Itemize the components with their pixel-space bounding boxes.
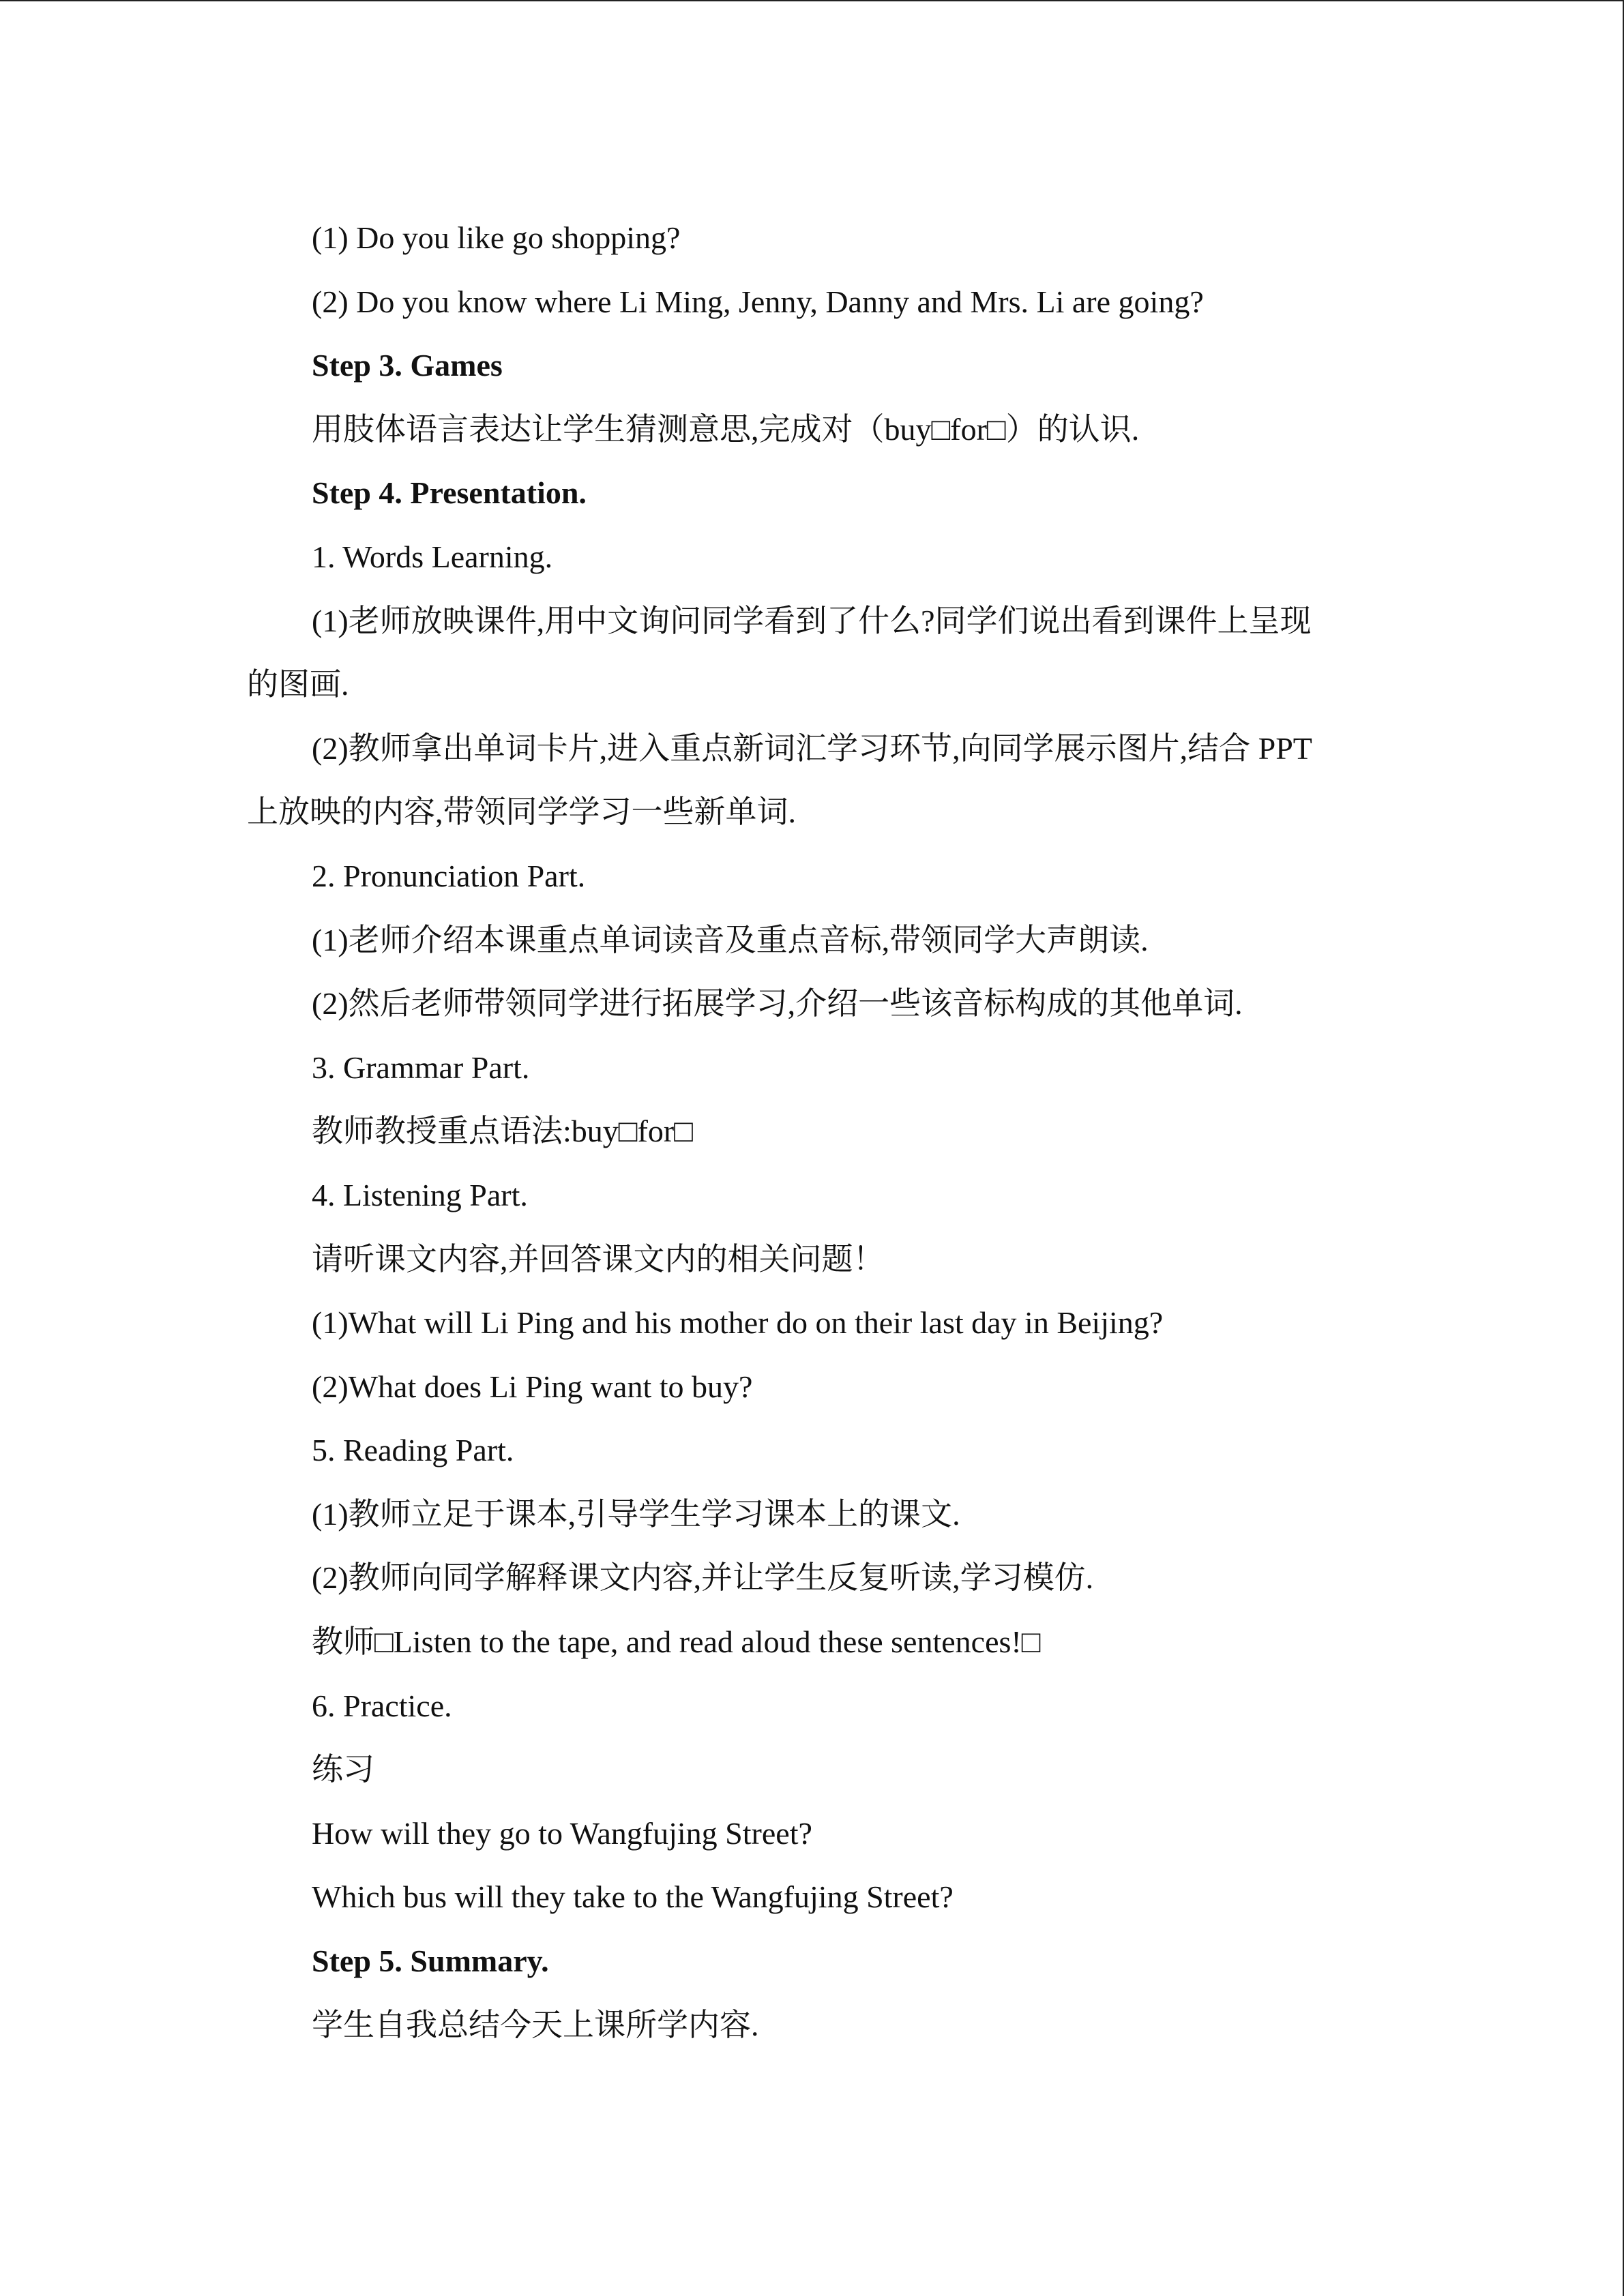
text-line: 6. Practice. [312, 1688, 452, 1723]
text-line: (1)老师放映课件,用中文询问同学看到了什么?同学们说出看到课件上呈现 [312, 603, 1312, 638]
text-line: 2. Pronunciation Part. [312, 858, 586, 893]
text-line: 练习 [312, 1752, 374, 1787]
text-line: (2)教师向同学解释课文内容,并让学生反复听读,学习模仿. [312, 1560, 1094, 1596]
text-line: 5. Reading Part. [312, 1433, 514, 1468]
text-line: (2)教师拿出单词卡片,进入重点新词汇学习环节,向同学展示图片,结合 PPT [312, 730, 1312, 766]
section-heading: Step 3. Games [312, 348, 503, 383]
text-line: (1)What will Li Ping and his mother do on their last day in Beijing? [312, 1305, 1164, 1341]
document-body [247, 206, 1365, 2057]
text-line: 3. Grammar Part. [312, 1049, 530, 1085]
text-line: 1. Words Learning. [312, 539, 553, 574]
text-line: 用肢体语言表达让学生猜测意思,完成对（buy□for□）的认识. [312, 411, 1140, 447]
text-line: Which bus will they take to the Wangfujing Street? [312, 1879, 954, 1915]
text-line: 请听课文内容,并回答课文内的相关问题！ [312, 1241, 885, 1277]
text-line: How will they go to Wangfujing Street? [312, 1815, 812, 1851]
text-line: 教师□Listen to the tape, and read aloud these sentences!□ [312, 1624, 1041, 1660]
text-line: (2) Do you know where Li Ming, Jenny, Danny and Mrs. Li are going? [312, 284, 1204, 319]
text-line: (2)What does Li Ping want to buy? [312, 1369, 753, 1404]
text-line: 学生自我总结今天上课所学内容. [312, 2007, 759, 2042]
section-heading: Step 5. Summary. [312, 1943, 549, 1979]
text-line: (1)教师立足于课本,引导学生学习课本上的课文. [312, 1496, 960, 1532]
text-line: (2)然后老师带领同学进行拓展学习,介绍一些该音标构成的其他单词. [312, 986, 1243, 1022]
section-heading: Step 4. Presentation. [312, 475, 587, 511]
text-line: 教师教授重点语法:buy□for□ [312, 1114, 693, 1149]
text-line: 的图画. [247, 667, 349, 702]
text-line: (1) Do you like go shopping? [312, 220, 681, 255]
text-line: (1)老师介绍本课重点单词读音及重点音标,带领同学大声朗读. [312, 922, 1149, 957]
text-line: 上放映的内容,带领同学学习一些新单词. [247, 794, 796, 830]
text-line: 4. Listening Part. [312, 1177, 528, 1212]
